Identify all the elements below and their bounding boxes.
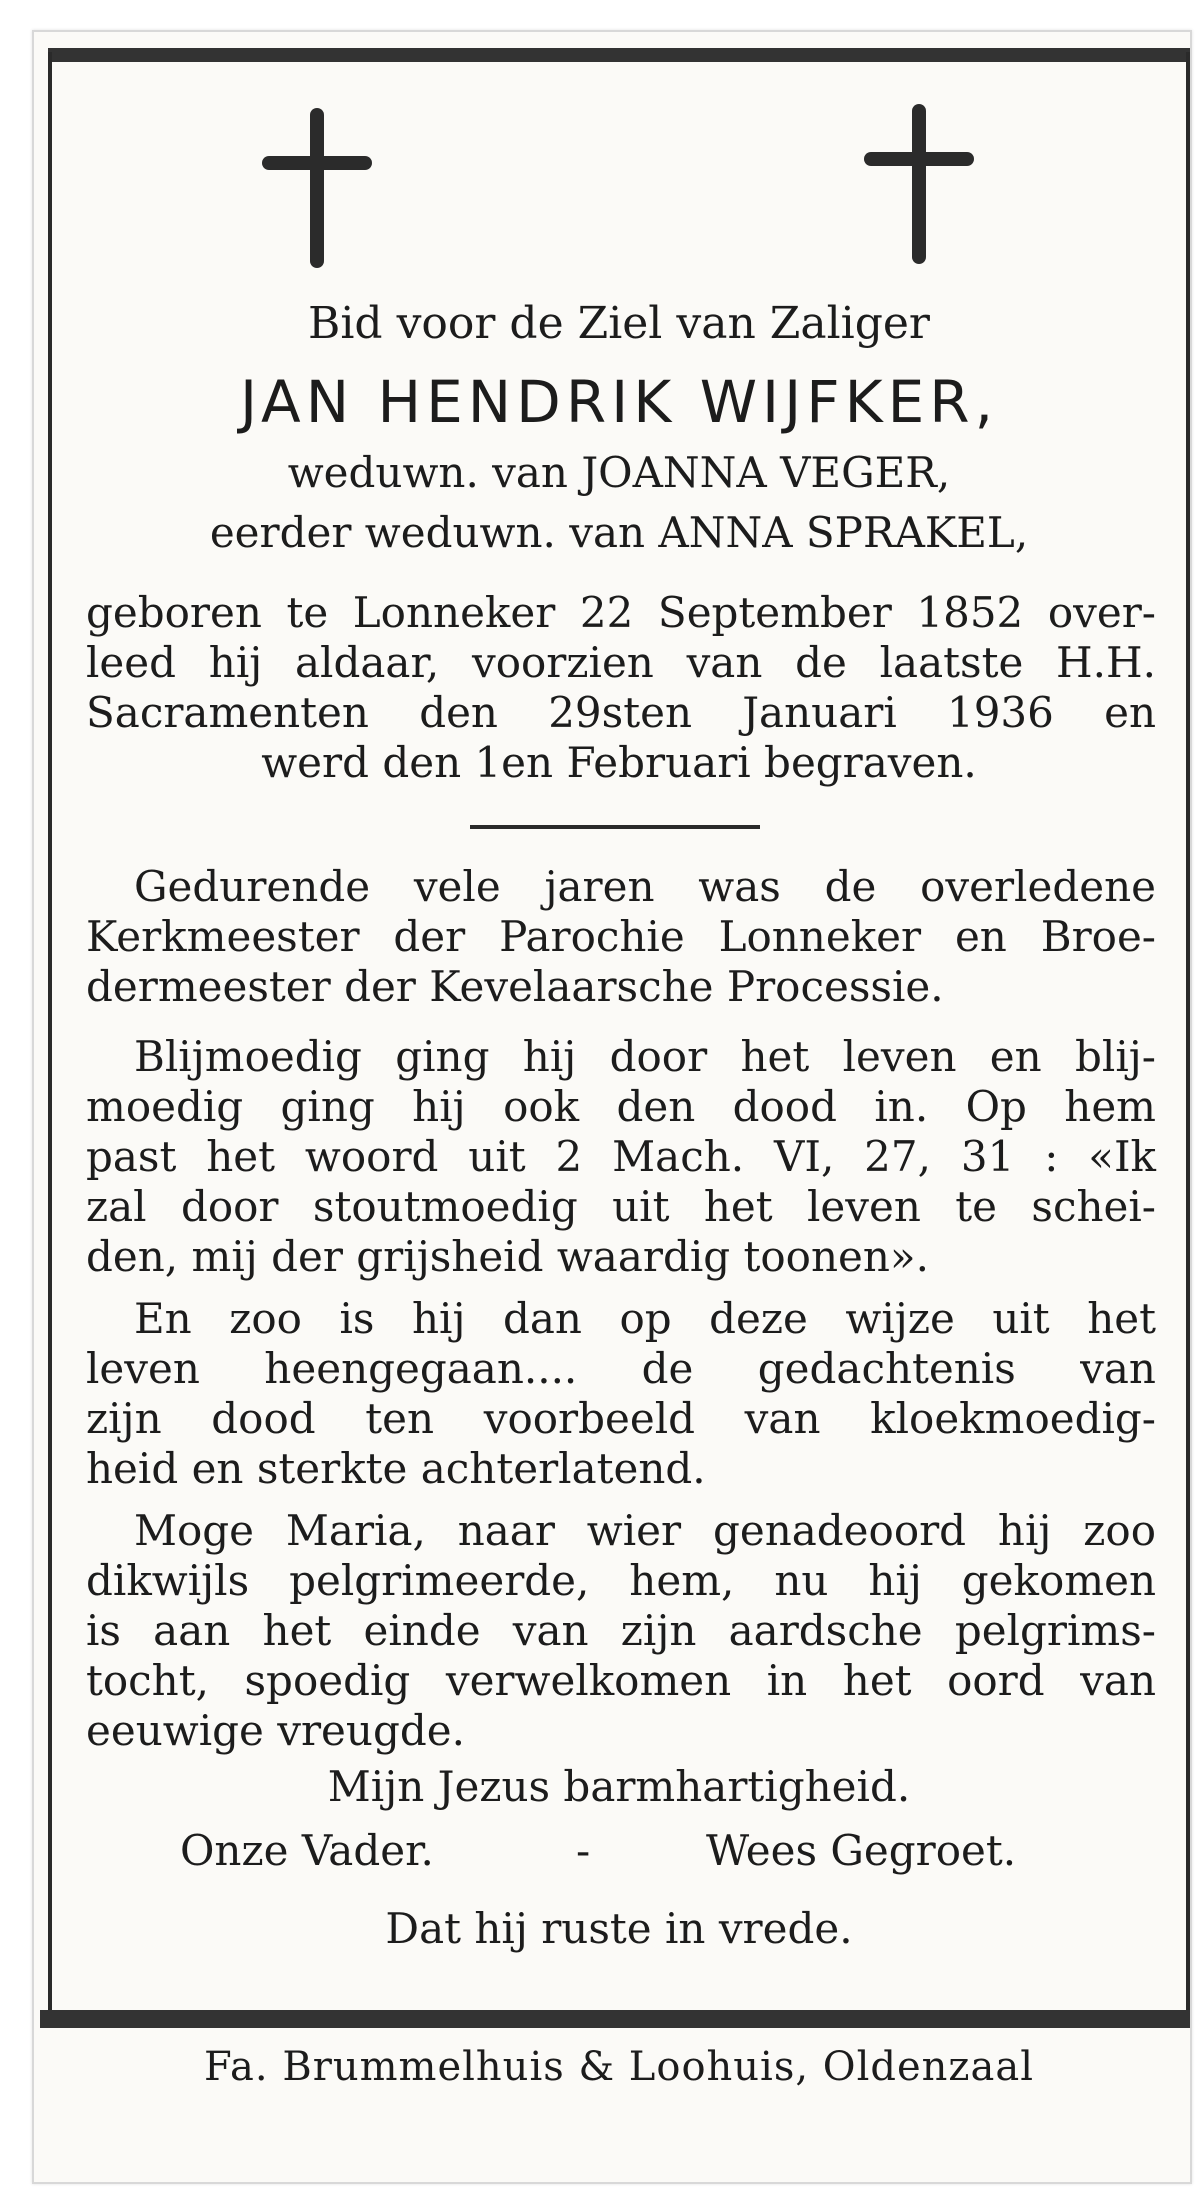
text-line: Blijmoedig ging hij door het leven en blij- <box>134 1032 1156 1081</box>
prayer-rest-in-peace: Dat hij ruste in vrede. <box>385 1904 853 1953</box>
section-divider <box>470 825 760 829</box>
bottom-border-rule <box>40 2010 1190 2028</box>
text-line: dermeester der Kevelaarsche Processie. <box>86 962 944 1011</box>
widower-of-line: weduwn. van JOANNA VEGER, <box>287 448 951 497</box>
text-line: zijn dood ten voorbeeld van kloekmoedig- <box>86 1394 1156 1443</box>
text-line: den, mij der grijsheid waardig toonen». <box>86 1232 929 1281</box>
deceased-name: JAN HENDRIK WIJFKER, <box>239 368 999 436</box>
text-line: Gedurende vele jaren was de overledene <box>134 862 1156 911</box>
cross-left-icon <box>262 108 372 268</box>
text-line: is aan het einde van zijn aardsche pelgrims- <box>86 1606 1156 1655</box>
bio-line: geboren te Lonneker 22 September 1852 over- <box>86 588 1156 637</box>
prayer-hail-mary: Wees Gegroet. <box>706 1826 1017 1875</box>
bio-line: Sacramenten den 29sten Januari 1936 en <box>86 688 1156 737</box>
bio-line: werd den 1en Februari begraven. <box>261 738 977 787</box>
prayer-dash: - <box>576 1826 591 1875</box>
text-line: eeuwige vreugde. <box>86 1706 465 1755</box>
printer-imprint: Fa. Brummelhuis & Loohuis, Oldenzaal <box>204 2044 1034 2090</box>
text-line: heid en sterkte achterlatend. <box>86 1444 706 1493</box>
prayer-mercy: Mijn Jezus barmhartigheid. <box>327 1762 911 1811</box>
text-line: tocht, spoedig verwelkomen in het oord van <box>86 1656 1156 1705</box>
text-line: dikwijls pelgrimeerde, hem, nu hij gekomen <box>86 1556 1156 1605</box>
text-line: past het woord uit 2 Mach. VI, 27, 31 : «Ik <box>86 1132 1156 1181</box>
text-line: Kerkmeester der Parochie Lonneker en Broe- <box>86 912 1156 961</box>
text-line: En zoo is hij dan op deze wijze uit het <box>134 1294 1156 1343</box>
prayer-heading: Bid voor de Ziel van Zaliger <box>308 298 930 349</box>
text-line: zal door stoutmoedig uit het leven te schei- <box>86 1182 1156 1231</box>
earlier-widower-line: eerder weduwn. van ANNA SPRAKEL, <box>209 508 1029 557</box>
text-line: Moge Maria, naar wier genadeoord hij zoo <box>134 1506 1156 1555</box>
text-line: moedig ging hij ook den dood in. Op hem <box>86 1082 1156 1131</box>
text-line: leven heengegaan.... de gedachtenis van <box>86 1344 1156 1393</box>
bio-line: leed hij aldaar, voorzien van de laatste H.H. <box>86 638 1156 687</box>
prayer-our-father: Onze Vader. <box>180 1826 434 1875</box>
cross-right-icon <box>864 104 974 264</box>
